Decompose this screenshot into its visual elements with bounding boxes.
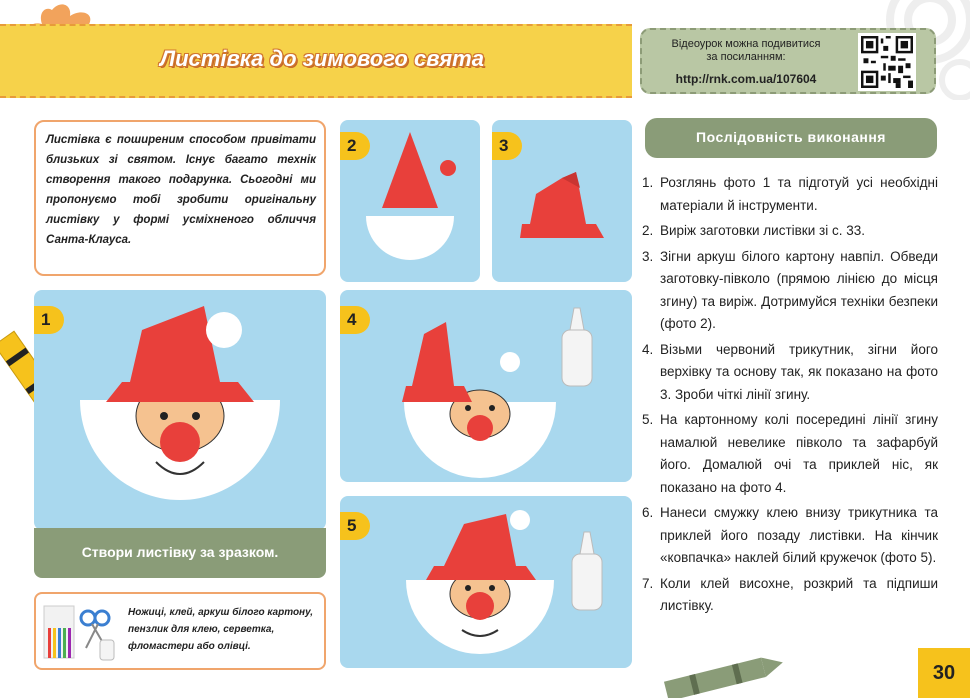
craft-supplies-image — [40, 598, 120, 664]
step-text: Нанеси смужку клею внизу трикутника та приклей його позаду листівки. На кінчик «ковпачка» наклей білий кружечок (фото 5). — [660, 505, 938, 565]
step-number: 4. — [642, 341, 654, 357]
step-text: Зігни аркуш білого картону навпіл. Обведи заготовку-півколо (прямою лінією до місця згину) та виріж. Дотримуйся техніки безпеки (фото 2). — [660, 248, 938, 331]
santa-finished-image — [340, 496, 632, 668]
step-text: Розглянь фото 1 та підготуй усі необхідні матеріали й інструменти. — [660, 175, 938, 213]
step-number: 2. — [642, 223, 654, 238]
photo-badge-5: 5 — [340, 512, 370, 540]
photo-badge-2: 2 — [340, 132, 370, 160]
video-label-line1: Відеоурок можна подивитися — [671, 38, 821, 50]
steps-list — [642, 172, 938, 621]
step-item — [642, 220, 938, 243]
photo-4 — [340, 290, 632, 482]
photo-badge-3: 3 — [492, 132, 522, 160]
step-text: Візьми червоний трикутник, зігни його верхівку та основу так, як показано на фото 3. Зроби чіткі лінії згину. — [660, 341, 938, 402]
qr-code-icon[interactable] — [858, 33, 916, 91]
intro-text: Листівка є поширеним способом привітати близьких зі святом. Існує багато технік створення такого подарунка. Сьогодні ми пропонуємо тобі зробити оригінальну листівку у формі усміхненого обличчя Санта-Клауса. — [46, 134, 316, 246]
page-title: Листівка до зимового свята — [160, 46, 484, 71]
step-text: Коли клей висохне, розкрий та підпиши листівку. — [660, 575, 938, 613]
step-item — [642, 339, 938, 407]
photo-5 — [340, 496, 632, 668]
step-number: 7. — [642, 575, 654, 591]
step-number: 6. — [642, 505, 654, 520]
caption-text: Створи листівку за зразком. — [81, 544, 279, 560]
step-text: На картонному колі посередині лінії згину намалюй невелике півколо та зафарбуй його. Домалюй очі та приклей ніс, як показано на фото 4. — [660, 412, 938, 495]
video-url-link[interactable]: http://rnk.com.ua/107604 — [675, 72, 817, 86]
photo-1 — [34, 290, 326, 530]
santa-face-with-glue-image — [340, 290, 632, 482]
crayon-bottom-decoration — [650, 652, 790, 698]
step-text: Виріж заготовки листівки зі с. 33. — [660, 223, 865, 238]
step-item — [642, 502, 938, 570]
sequence-title: Послідовність виконання — [696, 129, 886, 145]
video-lesson-label — [646, 38, 846, 64]
step-item — [642, 246, 938, 336]
step-number: 3. — [642, 248, 654, 264]
photo-badge-4: 4 — [340, 306, 370, 334]
step-item — [642, 573, 938, 618]
santa-card-image — [34, 290, 326, 530]
photo-badge-1: 1 — [34, 306, 64, 334]
step-number: 5. — [642, 412, 654, 427]
page-number: 30 — [932, 662, 956, 684]
step-item — [642, 409, 938, 499]
materials-text: Ножиці, клей, аркуш білого картону, пензлик для клею, серветка, фломастери або олівці. — [128, 607, 314, 652]
step-number: 1. — [642, 175, 654, 190]
video-label-line2: за посиланням: — [706, 51, 786, 63]
step-item — [642, 172, 938, 217]
